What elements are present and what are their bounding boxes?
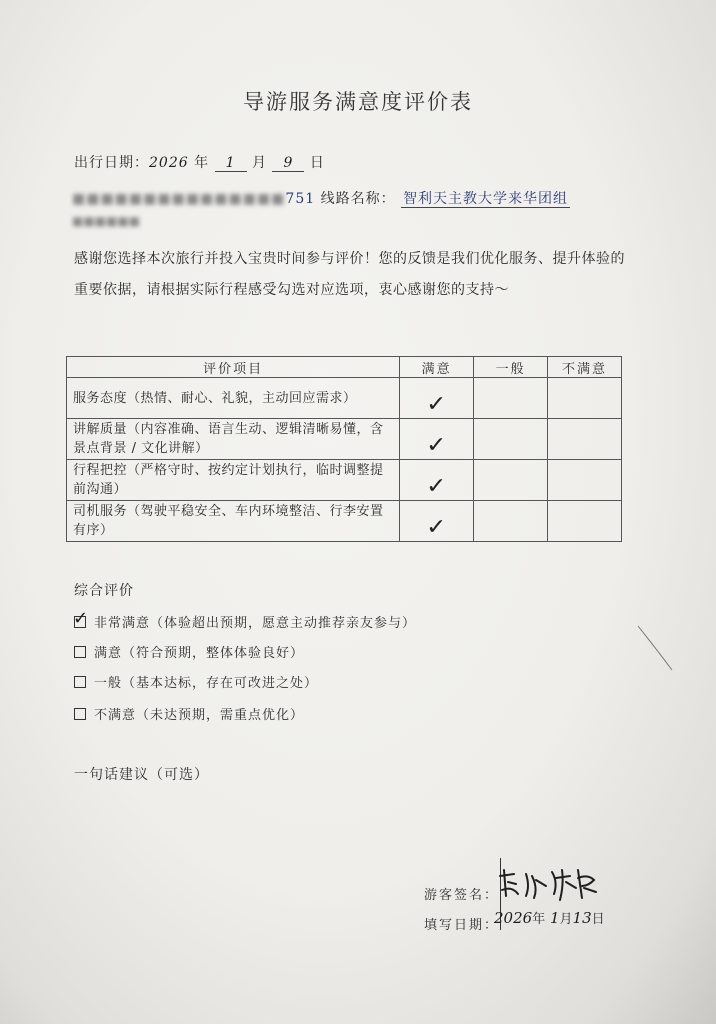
handwritten-signature	[492, 866, 602, 902]
check-mark: ✓	[426, 514, 447, 540]
row-item-service-attitude: 服务态度（热情、耐心、礼貌，主动回应需求）	[67, 378, 400, 419]
satisfied-cell[interactable]	[400, 378, 474, 419]
table-header-row	[67, 357, 622, 378]
fill-date-value	[494, 908, 605, 927]
intro-paragraph: 感谢您选择本次旅行并投入宝贵时间参与评价！您的反馈是我们优化服务、提升体验的重要依据，请根据实际行程感受勾选对应选项，衷心感谢您的支持～	[74, 251, 625, 298]
checkbox[interactable]	[74, 708, 86, 720]
table-row	[67, 419, 622, 460]
trip-date-month: 1	[215, 155, 247, 172]
fill-year-unit: 年	[532, 912, 546, 927]
overall-option-average[interactable]	[74, 672, 318, 691]
unsatisfied-cell[interactable]	[548, 460, 622, 501]
route-label: 线路名称：	[320, 191, 396, 207]
option-label: 非常满意（体验超出预期，愿意主动推荐亲友参与）	[94, 616, 417, 631]
table-row	[67, 378, 622, 419]
form-title: 导游服务满意度评价表	[243, 90, 473, 114]
evaluation-table	[66, 356, 622, 542]
route-name: 智利天主教大学来华团组	[403, 191, 569, 207]
checkbox[interactable]	[74, 646, 86, 658]
header-item: 评价项目	[67, 357, 400, 378]
overall-option-very-satisfied[interactable]	[73, 608, 417, 631]
fill-date-label: 填写日期：	[424, 918, 500, 933]
header-average: 一般	[474, 357, 548, 378]
satisfied-cell[interactable]	[400, 501, 474, 542]
fill-year: 2026	[494, 909, 533, 927]
option-label: 满意（符合预期，整体体验良好）	[94, 646, 305, 661]
fill-day-unit: 日	[591, 912, 605, 927]
header-satisfied: 满意	[400, 357, 474, 378]
checkbox[interactable]	[73, 608, 90, 629]
trip-date-year-unit: 年	[194, 155, 210, 171]
trip-date-label: 出行日期：	[74, 155, 149, 171]
trip-date-day: 9	[272, 155, 304, 172]
checkbox[interactable]	[74, 676, 86, 688]
unsatisfied-cell[interactable]	[548, 419, 622, 460]
fill-month-unit: 月	[559, 912, 573, 927]
trip-date-line	[74, 152, 325, 172]
option-label: 不满意（未达预期，需重点优化）	[94, 708, 305, 723]
fill-day: 13	[572, 909, 592, 927]
route-code-suffix: 751	[285, 191, 316, 207]
option-label: 一般（基本达标，存在可改进之处）	[94, 676, 319, 691]
check-mark: ✓	[426, 391, 447, 417]
row-item-schedule-control: 行程把控（严格守时、按约定计划执行，临时调整提前沟通）	[67, 460, 400, 501]
trip-date-month-unit: 月	[252, 155, 267, 171]
fill-month: 1	[549, 909, 560, 927]
average-cell[interactable]	[474, 419, 548, 460]
average-cell[interactable]	[474, 378, 548, 419]
check-mark: ✓	[73, 608, 90, 629]
overall-title: 综合评价	[74, 583, 134, 599]
row-item-explanation-quality: 讲解质量（内容准确、语言生动、逻辑清晰易懂，含景点背景 / 文化讲解）	[67, 419, 400, 460]
signature-label: 游客签名：	[424, 888, 500, 903]
route-line	[72, 188, 570, 208]
check-mark: ✓	[426, 432, 447, 458]
trip-date-year: 2026	[149, 155, 189, 171]
suggestion-label: 一句话建议（可选）	[74, 767, 209, 783]
overall-option-satisfied[interactable]	[74, 642, 304, 661]
average-cell[interactable]	[474, 460, 548, 501]
unsatisfied-cell[interactable]	[548, 378, 622, 419]
redacted-guide-line: ■■■■■■	[72, 214, 141, 228]
stray-pen-mark	[636, 624, 676, 674]
table-row	[67, 501, 622, 542]
table-row	[67, 460, 622, 501]
row-item-driver-service: 司机服务（驾驶平稳安全、车内环境整洁、行李安置有序）	[67, 501, 400, 542]
header-unsatisfied: 不满意	[548, 357, 622, 378]
satisfied-cell[interactable]	[400, 460, 474, 501]
unsatisfied-cell[interactable]	[548, 501, 622, 542]
check-mark: ✓	[426, 473, 447, 499]
trip-date-day-unit: 日	[309, 155, 325, 171]
redacted-route-code: ■■■■■■■■■■■■■■■	[72, 191, 286, 207]
satisfied-cell[interactable]	[400, 419, 474, 460]
overall-option-unsatisfied[interactable]	[74, 704, 304, 723]
average-cell[interactable]	[474, 501, 548, 542]
